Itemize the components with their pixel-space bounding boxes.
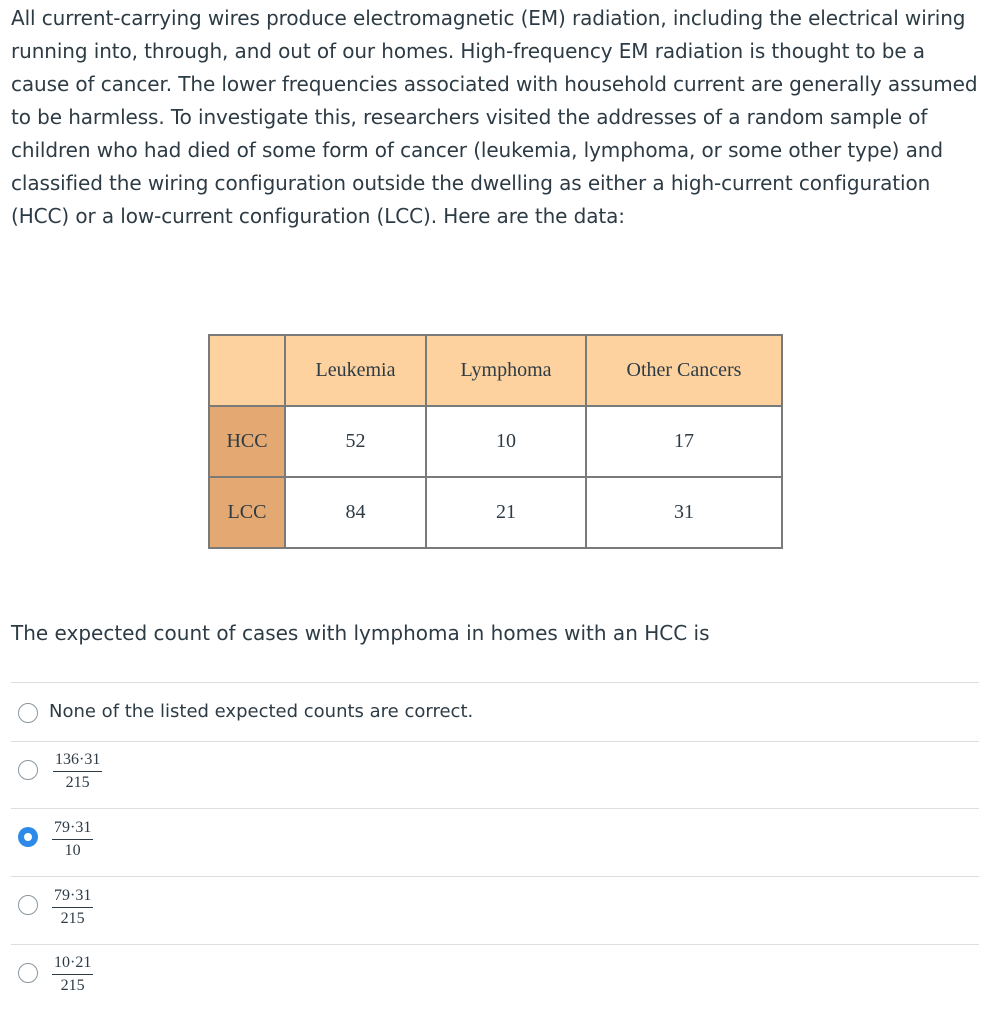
radio-button[interactable]: [18, 703, 38, 723]
fraction-denominator: 215: [60, 977, 85, 994]
answer-option-c[interactable]: [11, 808, 979, 876]
table-cell: 31: [586, 477, 782, 548]
fraction: [53, 751, 102, 792]
table-cell: 17: [586, 406, 782, 477]
fraction: [52, 819, 93, 860]
fraction-denominator: 215: [65, 774, 90, 791]
fraction-denominator: 10: [64, 842, 81, 859]
answer-label: None of the listed expected counts are correct.: [49, 701, 474, 722]
fraction-numerator: 10·21: [52, 954, 93, 975]
fraction-denominator: 215: [60, 910, 85, 927]
fraction-numerator: 136·31: [53, 751, 102, 772]
answer-option-e[interactable]: [11, 944, 979, 1010]
fraction: [52, 887, 93, 928]
answer-option-b[interactable]: [11, 741, 979, 808]
answer-option-d[interactable]: [11, 876, 979, 944]
radio-button[interactable]: [18, 760, 38, 780]
table-row: [209, 406, 782, 477]
radio-button-selected[interactable]: [18, 827, 38, 847]
fraction-numerator: 79·31: [52, 819, 93, 840]
fraction: [52, 954, 93, 995]
radio-button[interactable]: [18, 963, 38, 983]
header-other-cancers: Other Cancers: [586, 335, 782, 406]
table-cell: 84: [285, 477, 426, 548]
answer-list: [11, 682, 979, 1010]
table-cell: 52: [285, 406, 426, 477]
answer-option-none[interactable]: [11, 682, 979, 741]
radio-button[interactable]: [18, 895, 38, 915]
table-cell: 10: [426, 406, 586, 477]
fraction-numerator: 79·31: [52, 887, 93, 908]
table-row: [209, 477, 782, 548]
question-stem: All current-carrying wires produce electromagnetic (EM) radiation, including the electrical wiring running into, through, and out of our homes. High-frequency EM radiation is thought to be a cause of cancer. The lower frequencies associated with household current are generally assumed to be harmless. To investigate this, researchers visited the addresses of a random sample of children who had died of some form of cancer (leukemia, lymphoma, or some other type) and classified the wiring configuration outside the dwelling as either a high-current configuration (HCC) or a low-current configuration (LCC). Here are the data:: [11, 6, 978, 228]
header-leukemia: Leukemia: [285, 335, 426, 406]
table-cell: 21: [426, 477, 586, 548]
table-corner-cell: [209, 335, 285, 406]
row-header-lcc: LCC: [209, 477, 285, 548]
data-table: [208, 334, 783, 549]
row-header-hcc: HCC: [209, 406, 285, 477]
header-lymphoma: Lymphoma: [426, 335, 586, 406]
table-header-row: [209, 335, 782, 406]
question-prompt: The expected count of cases with lymphoma in homes with an HCC is: [11, 621, 710, 645]
